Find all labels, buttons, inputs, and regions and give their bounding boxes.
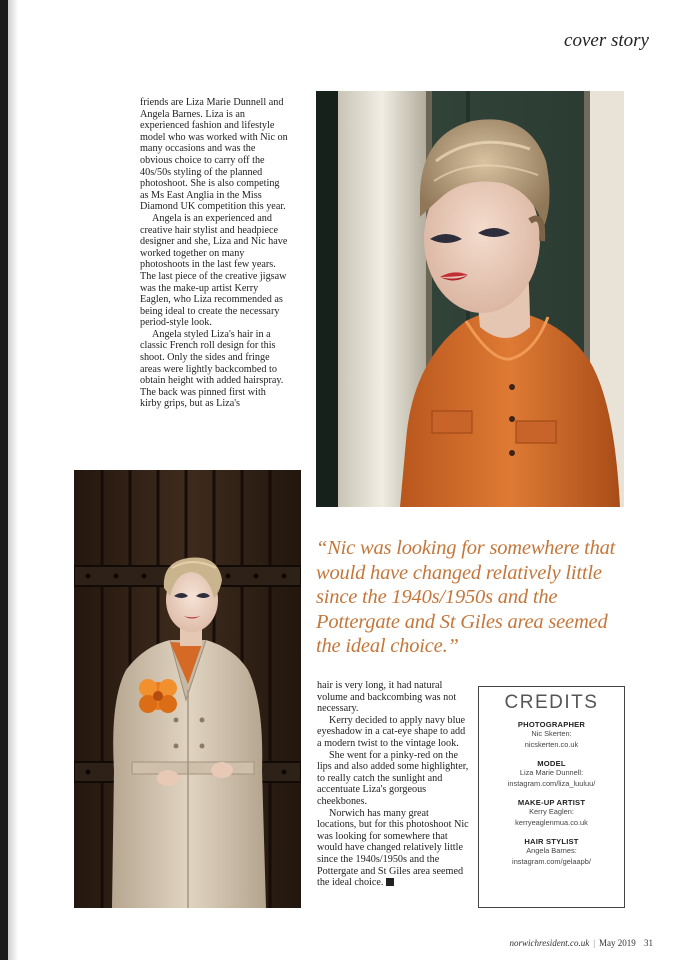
end-mark-icon (386, 878, 394, 886)
photo-illustration (74, 470, 301, 908)
credit-role: MAKE-UP ARTIST (517, 798, 586, 807)
page-gutter (8, 0, 18, 960)
credit-entry (479, 837, 624, 867)
paragraph-text: Norwich has many great locations, but for this photoshoot Nic was looking for somewhere that would have changed relatively little since the 1940s/1950s and the Pottergate and St Giles area seemed the ideal choice. (317, 807, 469, 889)
photo-model-orange-jacket (316, 91, 624, 507)
credit-role: PHOTOGRAPHER (517, 720, 586, 729)
credit-entry (479, 759, 624, 789)
credit-link[interactable]: instagram.com/gelaapb/ (512, 856, 591, 866)
credit-role: HAIR STYLIST (524, 837, 579, 846)
credit-link[interactable]: nicskerten.co.uk (524, 739, 579, 749)
pull-quote: “Nic was looking for somewhere that would have changed relatively little since the 1940s/1950s and the Pottergate and St Giles area seemed the ideal choice.” (316, 537, 616, 657)
credits-title: CREDITS (504, 692, 599, 713)
credit-name: Kerry Eaglen: (529, 807, 574, 816)
article-column-2 (317, 680, 469, 889)
paragraph: Angela styled Liza's hair in a classic French roll design for this shoot. Only the sides and fringe areas were lightly backcombed to obtain height with added hairspray. The back was pinned first with kirby grips, but as Liza's (140, 328, 284, 410)
credit-name: Nic Skerten: (531, 729, 572, 738)
section-label: cover story (564, 30, 649, 51)
credit-entry (479, 720, 624, 750)
paragraph (317, 808, 469, 889)
paragraph: Angela is an experienced and creative hair stylist and headpiece designer and she, Liza and Nic have worked together on many photoshoots in the last few years. The last piece of the creative jigsaw was the make-up artist Kerry Eaglen, who Liza recommended as being ideal to create the necessary period-style look. (140, 212, 288, 329)
paragraph: hair is very long, it had natural volume and backcombing was not necessary. (317, 680, 457, 715)
credit-role: MODEL (537, 759, 566, 768)
footer-site: norwichresident.co.uk (509, 938, 590, 948)
footer-issue: May 2019 (599, 938, 636, 948)
article-column-1 (140, 97, 288, 410)
photo-illustration (316, 91, 624, 507)
paragraph: Kerry decided to apply navy blue eyeshadow in a cat-eye shape to add a modern twist to the vintage look. (317, 714, 466, 749)
credit-link[interactable]: kerryeaglenmua.co.uk (515, 817, 588, 827)
credits-box (478, 686, 625, 908)
page-footer (510, 938, 653, 948)
paragraph: friends are Liza Marie Dunnell and Angela Barnes. Liza is an experienced fashion and lifestyle model who was worked with Nic on many occasions and was the obvious choice to carry off the 40s/50s styling of the planned photoshoot. She is also competing as Ms East Anglia in the Miss Diamond UK competition this year. (140, 97, 288, 213)
page-number: 31 (644, 938, 653, 948)
credit-link[interactable]: instagram.com/liza_luuluu/ (507, 778, 596, 788)
footer-separator: | (593, 938, 595, 948)
paragraph: She went for a pinky-red on the lips and also added some highlighter, to really catch the sunlight and accentuate Liza's gorgeous cheekbones. (317, 749, 469, 807)
credit-name: Angela Barnes: (526, 846, 577, 855)
photo-model-cream-coat (74, 470, 301, 908)
credit-entry (479, 798, 624, 828)
page-spine-shadow (0, 0, 8, 960)
credit-name: Liza Marie Dunnell: (519, 768, 584, 777)
